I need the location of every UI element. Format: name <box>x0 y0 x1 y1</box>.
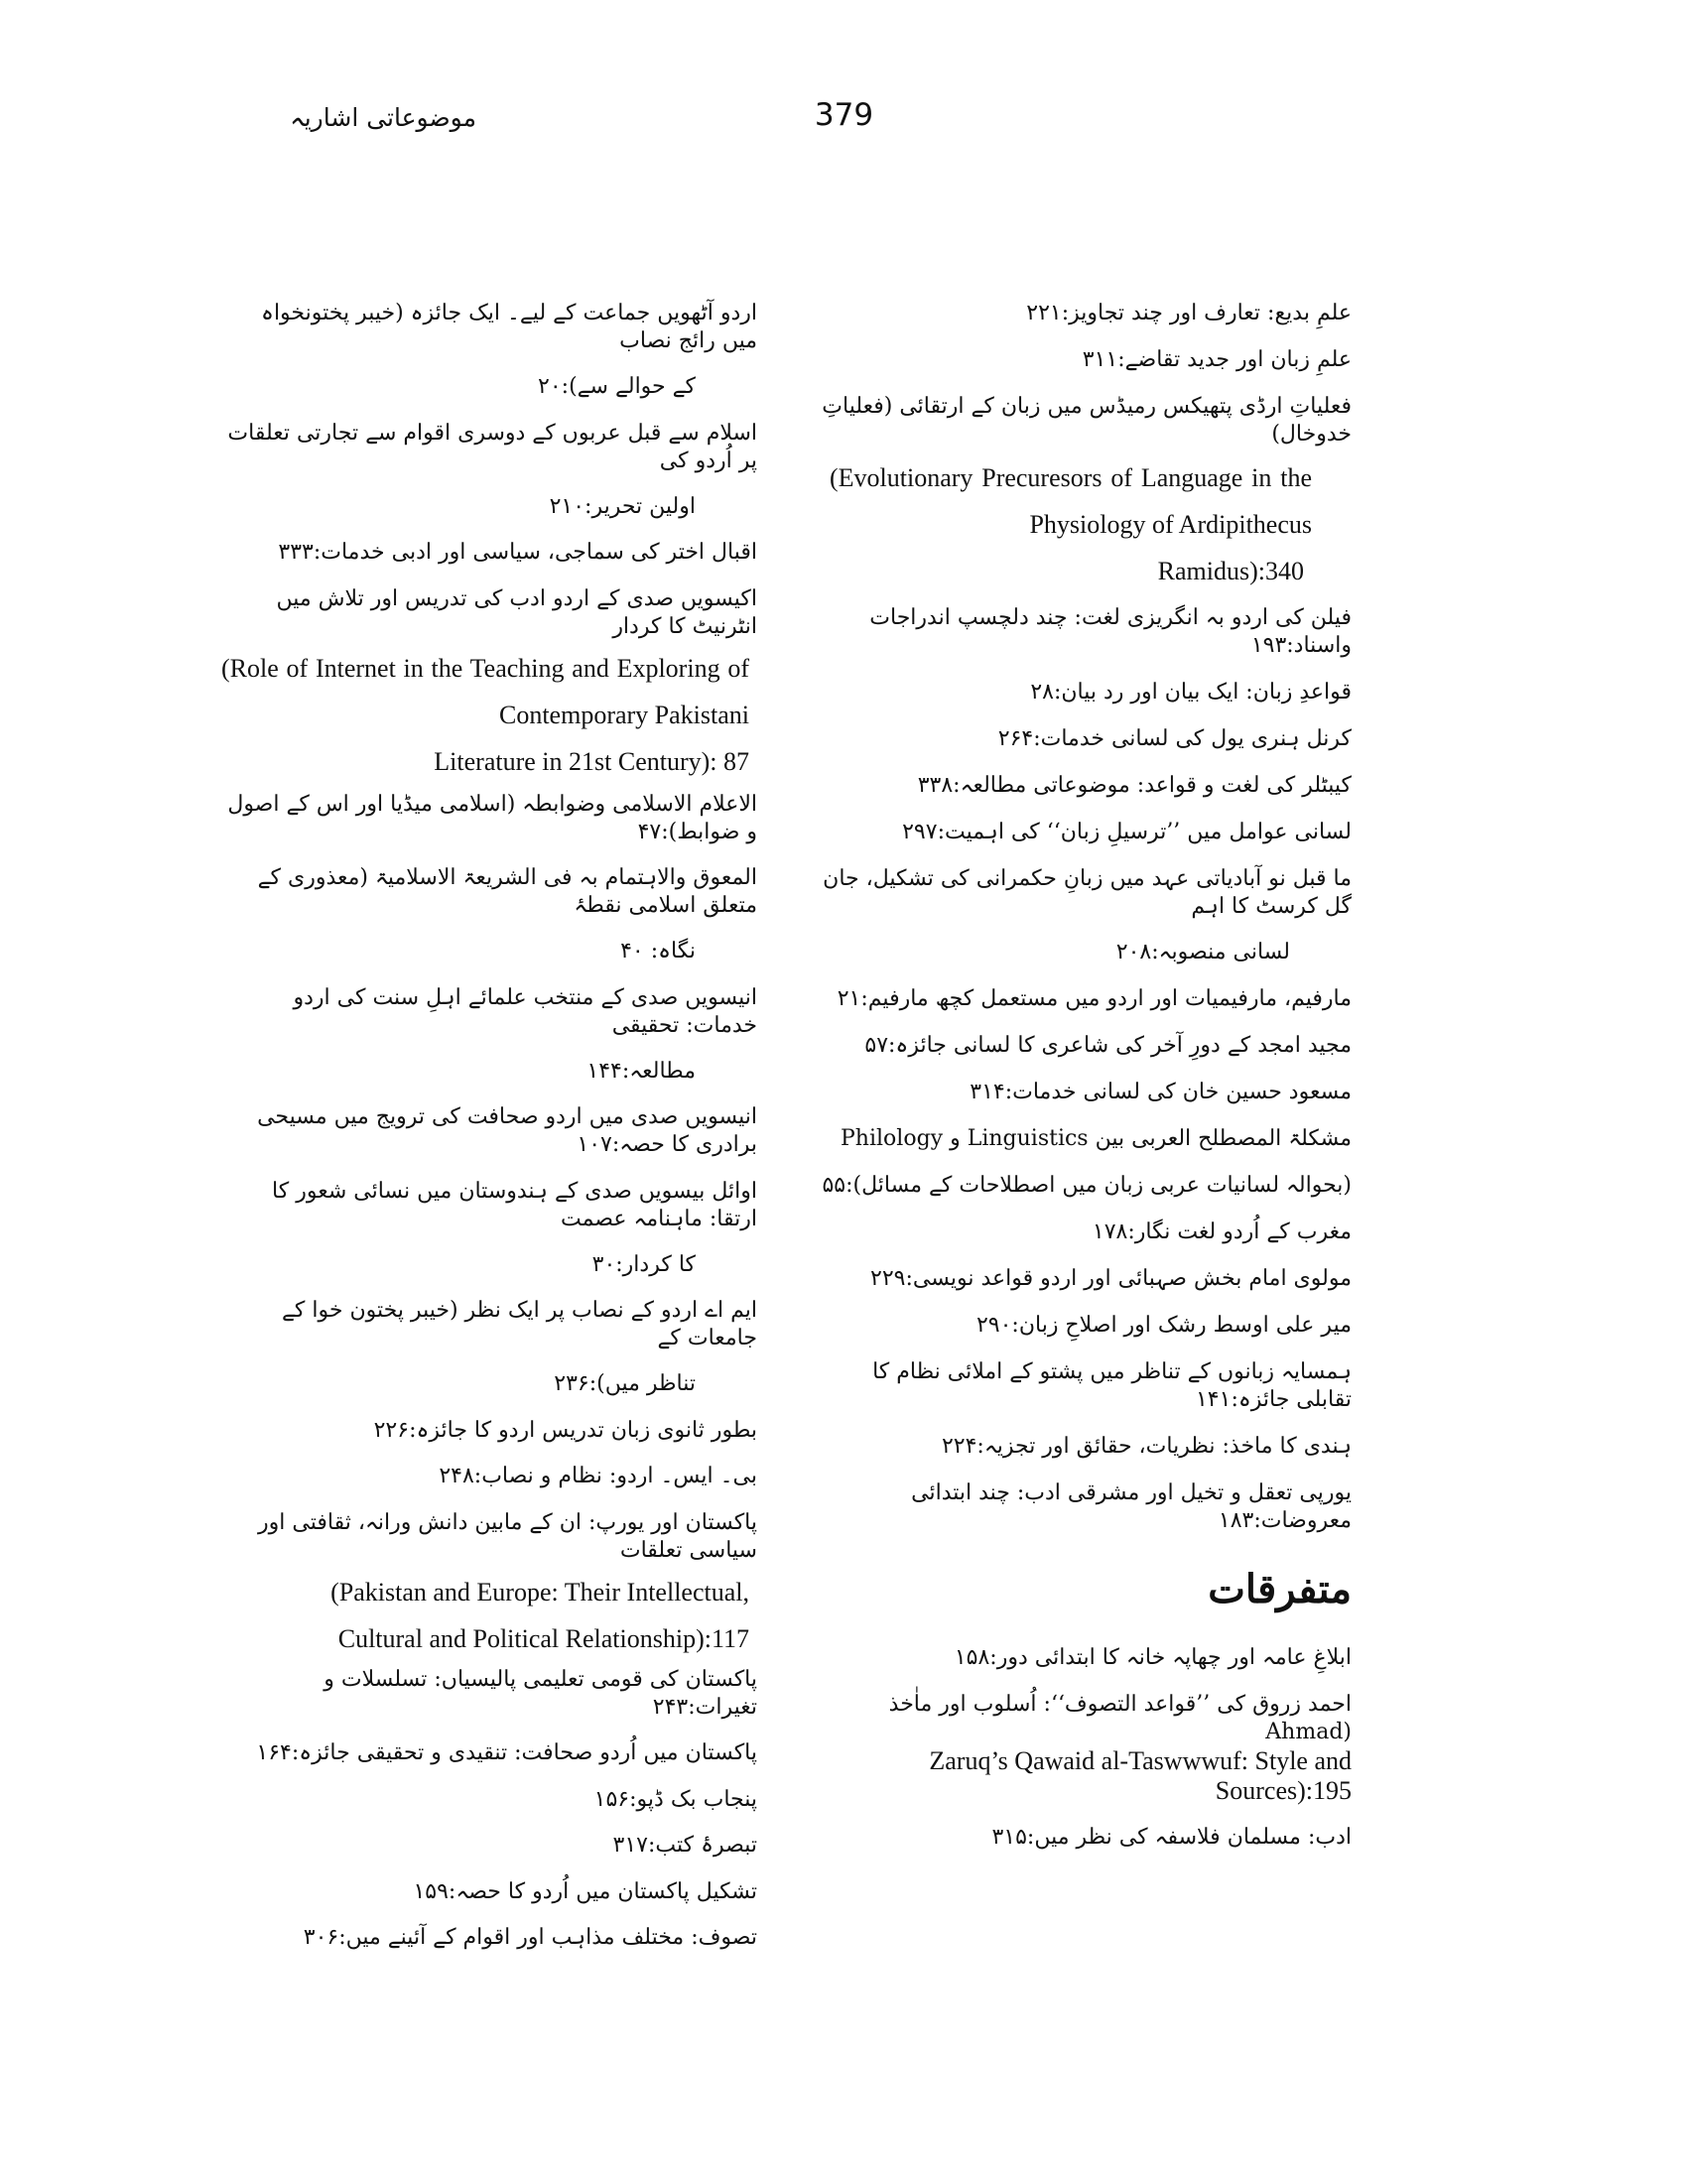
english-title-last: Cultural and Political Relationship):117 <box>337 1623 749 1653</box>
index-entry: تشکیل پاکستان میں اُردو کا حصہ:۱۵۹ <box>413 1878 757 1904</box>
english-title-last: Sources):195 <box>1215 1776 1352 1805</box>
index-entry: ایم اے اردو کے نصاب پر ایک نظر (خیبر پختون خوا کے جامعات کے تناظر میں):۲۳۶ <box>221 1297 757 1398</box>
index-entry: کیبٹلر کی لغت و قواعد: موضوعاتی مطالعہ:۳۳۸ <box>917 773 1352 798</box>
index-entry: اسلام سے قبل عربوں کے دوسری اقوام سے تجارتی تعلقات پر اُردو کی اولین تحریر:۲۱۰ <box>221 420 757 521</box>
index-entry-english <box>221 1569 757 1662</box>
index-entry: پاکستان اور یورپ: ان کے مابین دانش ورانہ، ثقافتی اور سیاسی تعلقات <box>258 1509 757 1563</box>
index-entry: بی۔ ایس۔ اردو: نظام و نصاب:۲۴۸ <box>439 1464 757 1488</box>
index-entry: تصوف: مختلف مذاہب اور اقوام کے آئینے میں:۳۰۶ <box>303 1925 757 1950</box>
index-entry: پنجاب بک ڈپو:۱۵۶ <box>593 1786 757 1812</box>
index-entry: ابلاغِ عامہ اور چھاپہ خانہ کا ابتدائی دور:۱۵۸ <box>954 1645 1352 1670</box>
english-title: Zaruq’s Qawaid al-Taswwwuf: Style and <box>929 1746 1352 1775</box>
index-entry: فعلیاتِ ارڈی پتھیکس رمیڈس میں زبان کے ارتقائی (فعلیاتِ خدوخال) <box>822 394 1352 447</box>
index-entry: قواعدِ زبان: ایک بیان اور رد بیان:۲۸ <box>1030 680 1352 705</box>
english-title: (Pakistan and Europe: Their Intellectual, <box>330 1577 749 1606</box>
index-entry: ہندی کا ماخذ: نظریات، حقائق اور تجزیہ:۲۲۴ <box>941 1434 1352 1459</box>
index-entry: (بحوالہ لسانیات عربی زبان میں اصطلاحات کے مسائل):۵۵ <box>822 1173 1352 1198</box>
index-entry: الاعلام الاسلامی وضوابطہ (اسلامی میڈیا اور اس کے اصول و ضوابط):۴۷ <box>227 791 757 844</box>
english-title: (Evolutionary Precuresors of Language in the Physiology of Ardipithecus <box>830 463 1312 539</box>
index-entry: مغرب کے اُردو لغت نگار:۱۷۸ <box>1092 1220 1352 1244</box>
index-entry: علمِ زبان اور جدید تقاضے:۳۱۱ <box>1082 347 1352 372</box>
index-entry: المعوق والاہتمام بہ فی الشریعۃ الاسلامیۃ (معذوری کے متعلق اسلامی نقطۂ نگاہ: ۴۰ <box>221 864 757 965</box>
index-entry: مجید امجد کے دورِ آخر کی شاعری کا لسانی جائزہ:۵۷ <box>864 1033 1352 1058</box>
index-entry: مسعود حسین خان کی لسانی خدمات:۳۱۴ <box>970 1080 1352 1104</box>
index-entry-continuation: مطالعہ:۱۴۴ <box>586 1058 696 1084</box>
index-entry-continuation: لسانی منصوبہ:۲۰۸ <box>1115 940 1290 964</box>
index-entry: مولوی امام بخش صہبائی اور اردو قواعد نویسی:۲۲۹ <box>870 1266 1352 1291</box>
index-entry: بطور ثانوی زبان تدریس اردو کا جائزہ:۲۲۶ <box>373 1417 757 1443</box>
index-entry: علمِ بدیع: تعارف اور چند تجاویز:۲۲۱ <box>1026 301 1352 325</box>
index-entry: اردو آٹھویں جماعت کے لیے۔ ایک جائزہ (خیبر پختونخواہ میں رائج نصاب کے حوالے سے):۲۰ <box>221 300 757 401</box>
index-entry: تبصرۂ کتب:۳۱۷ <box>612 1833 757 1858</box>
index-entry: لسانی عوامل میں ’’ترسیلِ زبان‘‘ کی اہمیت:۲۹۷ <box>902 820 1352 844</box>
english-title-last: Ramidus):340 <box>1157 557 1304 585</box>
index-entry: انیسویں صدی کے منتخب علمائے اہلِ سنت کی اردو خدمات: تحقیقی مطالعہ:۱۴۴ <box>221 984 757 1086</box>
index-entry: فیلن کی اردو بہ انگریزی لغت: چند دلچسپ اندراجات واسناد:۱۹۳ <box>869 605 1352 658</box>
page-number: 379 <box>814 97 874 133</box>
index-entry: اکیسویں صدی کے اردو ادب کی تدریس اور تلاش میں انٹرنیٹ کا کردار <box>276 585 757 639</box>
index-entry-continuation: کے حوالے سے):۲۰ <box>538 374 696 399</box>
index-entry-continuation: نگاہ: ۴۰ <box>620 939 696 964</box>
right-column <box>816 300 1352 1870</box>
index-entry: ہمسایہ زبانوں کے تناظر میں پشتو کے املائی نظام کا تقابلی جائزہ:۱۴۱ <box>872 1359 1352 1412</box>
index-entry: پاکستان کی قومی تعلیمی پالیسیاں: تسلسلات و تغیرات:۲۴۳ <box>324 1666 757 1720</box>
index-entry-continuation: کا کردار:۳۰ <box>591 1251 696 1277</box>
english-title: (Role of Internet in the Teaching and Exploring of Contemporary Pakistani <box>221 653 749 729</box>
index-entry: انیسویں صدی میں اردو صحافت کی ترویج میں مسیحی برادری کا حصہ:۱۰۷ <box>257 1104 757 1157</box>
index-entry: مارفیم، مارفیمیات اور اردو میں مستعمل کچھ مارفیم:۲۱ <box>837 986 1352 1011</box>
index-entry: احمد زروق کی ’’قواعد التصوف‘‘: اُسلوب اور ماٰخذ (Ahmad Zaruq’s Qawaid al-Taswwwuf: Style and Sources):195 <box>816 1691 1352 1806</box>
left-column <box>221 300 757 1971</box>
index-entry: ما قبل نو آبادیاتی عہد میں زبانِ حکمرانی کی تشکیل، جان گل کرسٹ کا اہم لسانی منصوبہ:۲۰۸ <box>816 865 1352 966</box>
index-entry-continuation: اولین تحریر:۲۱۰ <box>549 493 696 519</box>
index-entry: مشکلۃ المصطلح العربی بین Linguistics و Philology <box>841 1126 1352 1151</box>
english-title-last: Literature in 21st Century): 87 <box>434 746 749 776</box>
index-entry: پاکستان میں اُردو صحافت: تنقیدی و تحقیقی جائزہ:۱۶۴ <box>256 1740 757 1765</box>
index-entry: یورپی تعقل و تخیل اور مشرقی ادب: چند ابتدائی معروضات:۱۸۳ <box>911 1480 1352 1533</box>
index-entry-continuation: تناظر میں):۲۳۶ <box>554 1371 696 1396</box>
index-entry-english <box>221 645 757 785</box>
index-entry: میر علی اوسط رشک اور اصلاحِ زبان:۲۹۰ <box>975 1313 1352 1338</box>
running-title: موضوعاتی اشاریہ <box>290 103 476 132</box>
index-entry: اقبال اختر کی سماجی، سیاسی اور ادبی خدمات:۳۳۳ <box>278 540 757 565</box>
index-entry: اوائل بیسویں صدی کے ہندوستان میں نسائی شعور کا ارتقا: ماہنامہ عصمت کا کردار:۳۰ <box>221 1178 757 1279</box>
index-entry: ادب: مسلمان فلاسفہ کی نظر میں:۳۱۵ <box>991 1825 1352 1850</box>
index-entry-english <box>816 454 1352 594</box>
index-entry: کرنل ہنری یول کی لسانی خدمات:۲۶۴ <box>997 726 1352 751</box>
section-heading: متفرقات <box>1208 1566 1352 1612</box>
